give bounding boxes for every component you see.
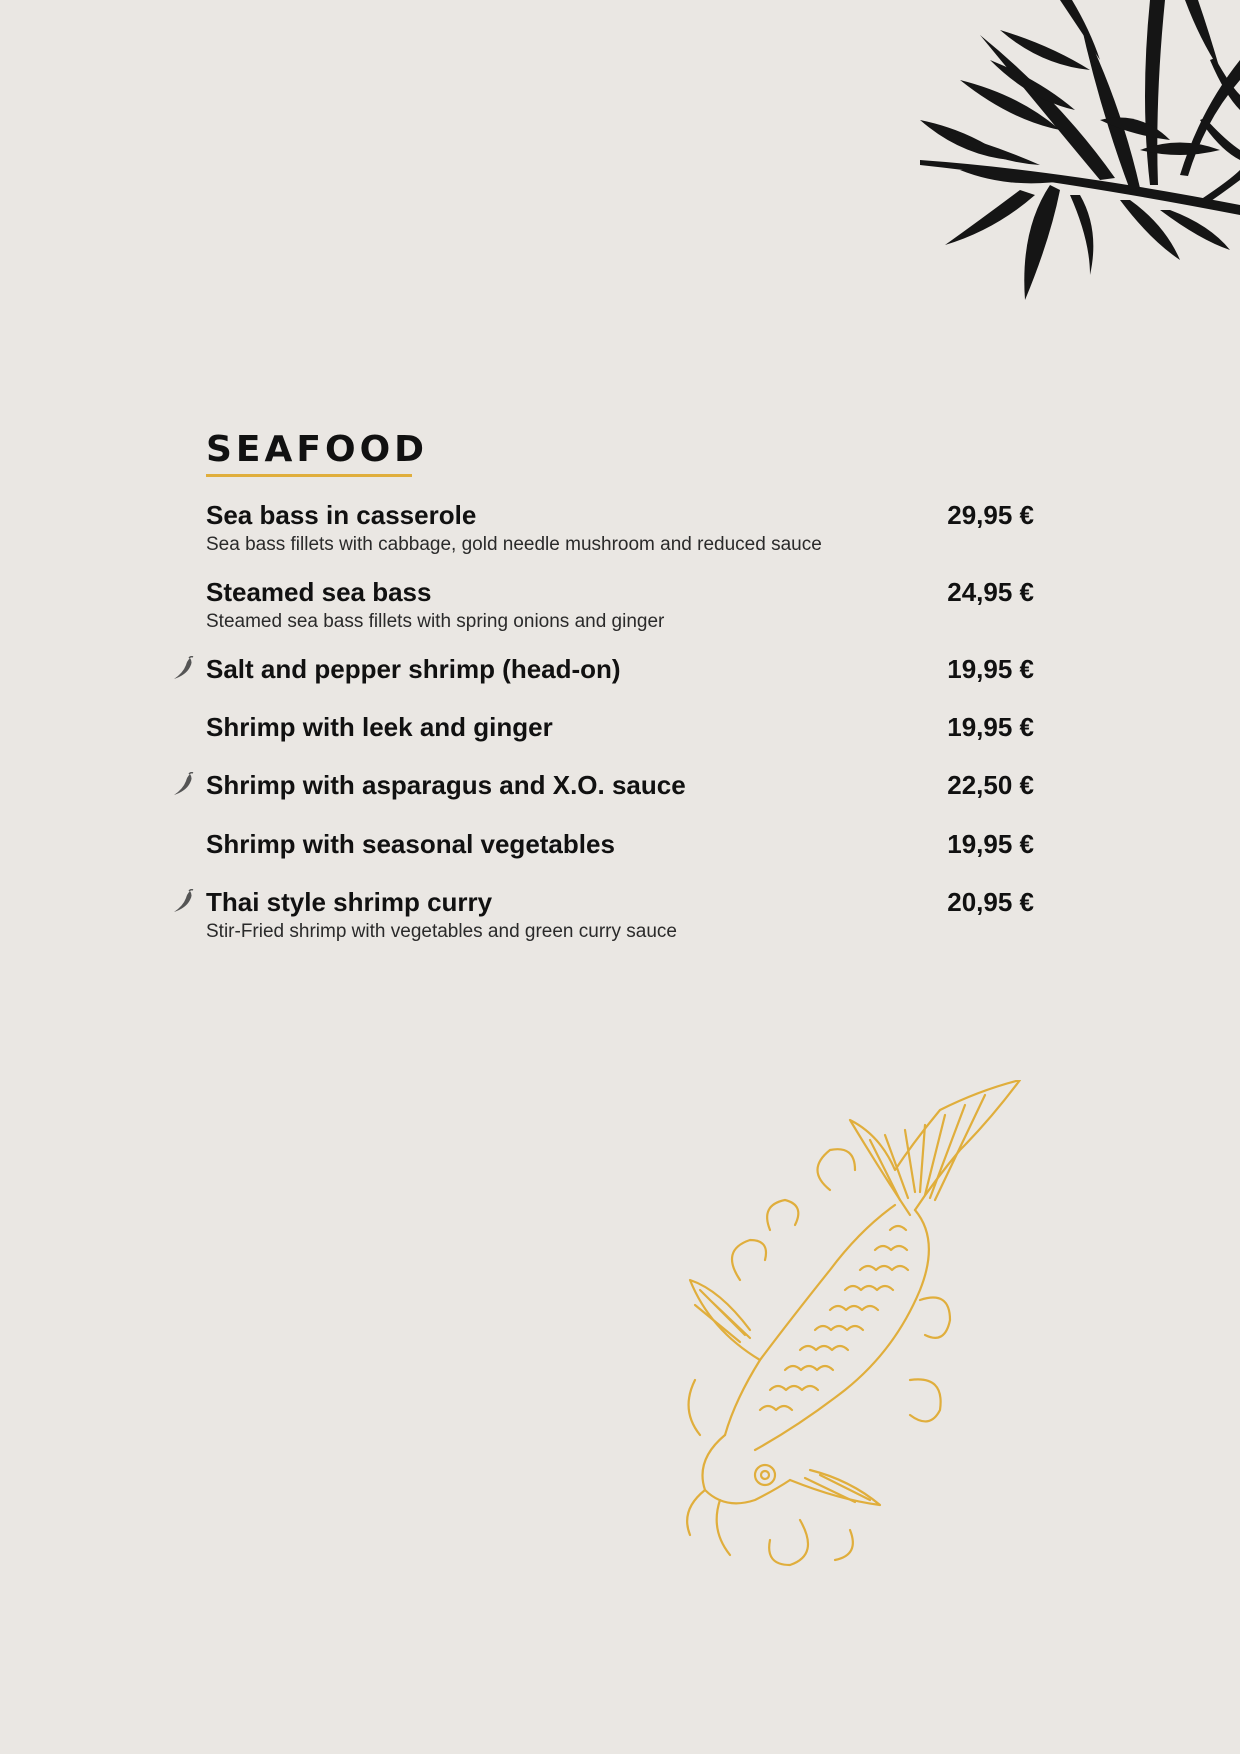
chili-pepper-icon: [170, 772, 196, 798]
chili-pepper-icon: [170, 656, 196, 682]
item-price: 19,95 €: [947, 712, 1034, 742]
item-price: 29,95 €: [947, 500, 1034, 530]
item-name: Salt and pepper shrimp (head-on): [206, 654, 621, 684]
menu-item: [206, 768, 1034, 802]
koi-fish-illustration: [680, 1080, 1040, 1580]
item-description: Stir-Fried shrimp with vegetables and green curry sauce: [206, 921, 677, 942]
item-price: 19,95 €: [947, 829, 1034, 859]
item-price: 22,50 €: [947, 770, 1034, 800]
menu-item: [206, 885, 1034, 945]
item-price: 19,95 €: [947, 654, 1034, 684]
item-price: 24,95 €: [947, 577, 1034, 607]
menu-item: [206, 827, 1034, 861]
item-price: 20,95 €: [947, 887, 1034, 917]
menu-item: [206, 710, 1034, 744]
item-name: Shrimp with asparagus and X.O. sauce: [206, 770, 686, 800]
item-name: Thai style shrimp curry: [206, 887, 493, 917]
bamboo-leaves-illustration: [900, 0, 1240, 310]
item-name: Steamed sea bass: [206, 577, 432, 607]
item-name: Sea bass in casserole: [206, 500, 477, 530]
chili-pepper-icon: [170, 889, 196, 915]
item-name: Shrimp with seasonal vegetables: [206, 829, 615, 859]
section-title: SEAFOOD: [206, 429, 429, 470]
title-underline: [206, 474, 412, 477]
menu-item: [206, 575, 1034, 635]
menu-item: [206, 498, 1034, 558]
menu-item: [206, 652, 1034, 686]
item-description: Sea bass fillets with cabbage, gold needle mushroom and reduced sauce: [206, 534, 822, 555]
item-name: Shrimp with leek and ginger: [206, 712, 553, 742]
item-description: Steamed sea bass fillets with spring onions and ginger: [206, 611, 665, 632]
